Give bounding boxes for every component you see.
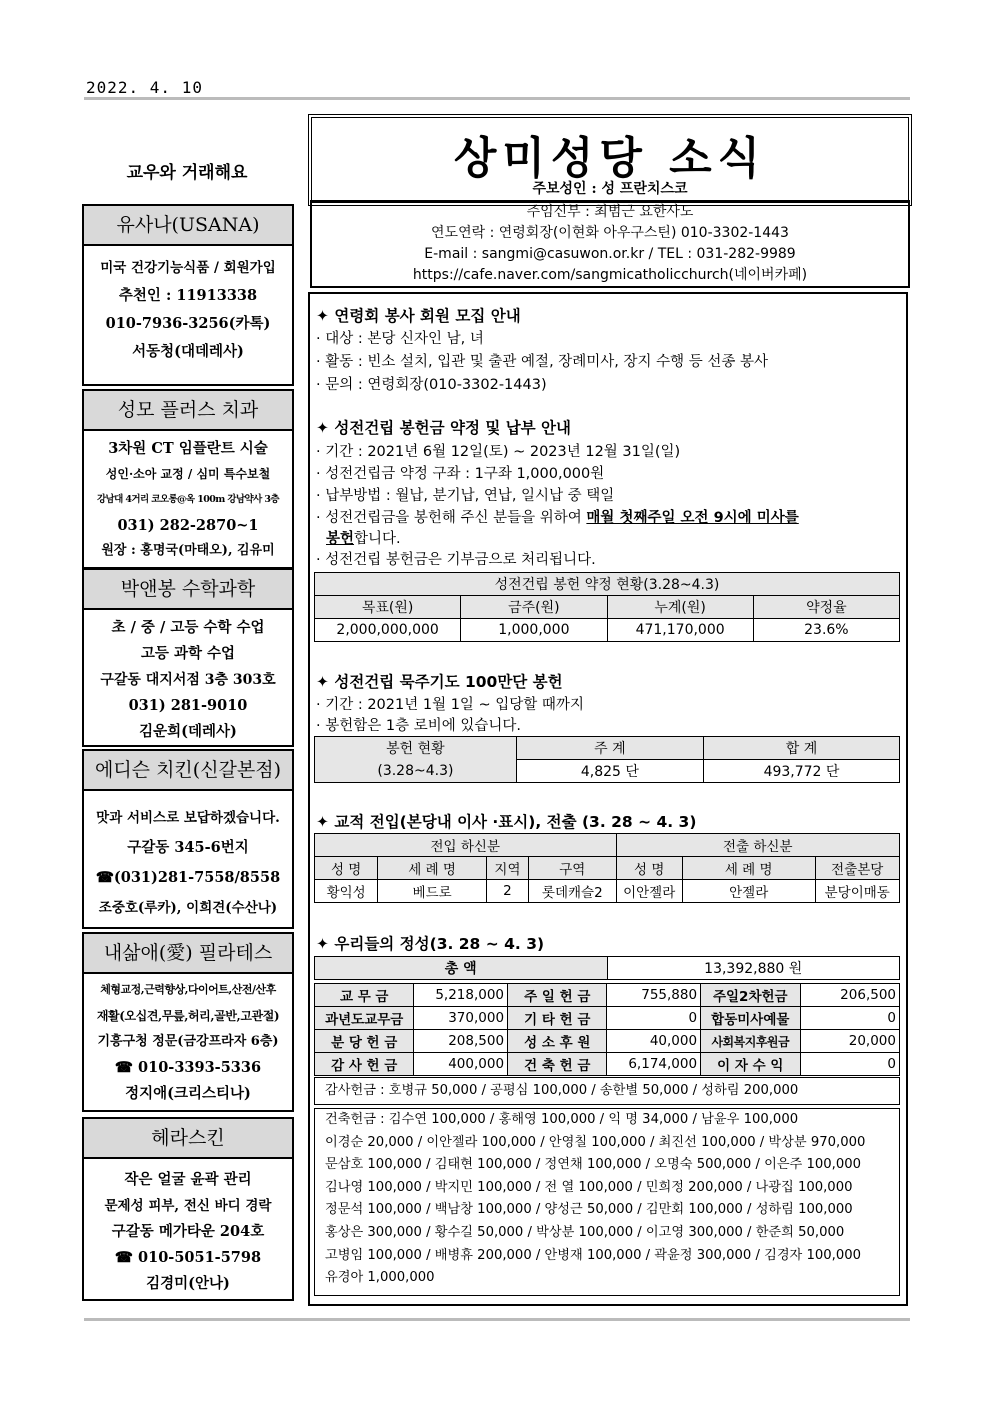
ad-math-science [82, 568, 294, 747]
page-title: 상미성당 소식 [453, 133, 767, 184]
table-header: 세 례 명 [682, 857, 815, 880]
highlight-text: 봉헌 [326, 531, 355, 547]
ad-line: 추천인 : 11913338 [118, 287, 258, 304]
offering-label: 주 일 헌 금 [508, 984, 607, 1007]
offering-label: 과년도교무금 [315, 1007, 414, 1030]
total-table [314, 956, 900, 980]
rosary-table [314, 736, 900, 783]
text-line: · 봉헌함은 1층 로비에 있습니다. [316, 718, 521, 734]
pledge-table [314, 572, 900, 642]
ad-line: 미국 건강기능식품 / 회원가입 [100, 260, 276, 276]
building-offering-line: 정문석 100,000 / 백남창 100,000 / 양성근 50,000 / 김만회 100,000 / 성하림 100,000 [325, 1202, 853, 1218]
offering-value: 400,000 [414, 1053, 508, 1076]
table-cell: 2 [486, 880, 528, 903]
offering-label: 교 무 금 [315, 984, 414, 1007]
offering-value: 5,218,000 [414, 984, 508, 1007]
offering-value: 40,000 [607, 1030, 701, 1053]
table-header: 구역 [529, 857, 616, 880]
text-line [316, 506, 799, 527]
table-cell: 베드로 [378, 880, 487, 903]
table-caption: 성전건립 봉헌 약정 현황(3.28~4.3) [315, 573, 900, 596]
section-title: ✦ 연령회 봉사 회원 모집 안내 [316, 307, 521, 325]
table-header: 합 계 [704, 737, 900, 760]
table-cell: 1,000,000 [461, 619, 607, 642]
offering-label: 분 당 헌 금 [315, 1030, 414, 1053]
contact-info [310, 200, 910, 288]
section-title: ✦ 성전건립 봉헌금 약정 및 납부 안내 [316, 419, 571, 437]
masthead [308, 114, 912, 206]
table-label: 봉헌 현황 [315, 737, 517, 760]
ad-line: ☎(031)281-7558/8558 [95, 869, 281, 886]
offering-label: 감 사 헌 금 [315, 1053, 414, 1076]
patron-saint: 주보성인 : 성 프란치스코 [532, 181, 688, 197]
offering-label: 기 타 헌 금 [508, 1007, 607, 1030]
offering-value: 20,000 [800, 1030, 900, 1053]
text-line: · 활동 : 빈소 설치, 입관 및 출관 예절, 장례미사, 장지 수행 등 선종 봉사 [316, 354, 769, 370]
table-cell: 황익성 [315, 880, 378, 903]
section-title: ✦ 성전건립 묵주기도 100만단 봉헌 [316, 673, 563, 691]
ad-line: 체형교정,근력향상,다이어트,산전/산후 [100, 983, 276, 996]
ad-title: 헤라스킨 [84, 1119, 292, 1159]
text-line: · 성전건립금 약정 구좌 : 1구좌 1,000,000원 [316, 466, 605, 482]
building-offering-line: 고병임 100,000 / 배병휴 200,000 / 안병재 100,000 / 곽윤정 300,000 / 김경자 100,000 [325, 1247, 862, 1263]
ad-line: 031) 281-9010 [128, 697, 248, 714]
ad-line: 강남대 4거리 코오롱@옥 100m 강남약사 3층 [96, 494, 280, 505]
section-title: ✦ 우리들의 정성(3. 28 ~ 4. 3) [316, 935, 545, 953]
table-header: 누계(원) [607, 596, 753, 619]
table-header: 목표(원) [315, 596, 461, 619]
section-title: ✦ 교적 전입(본당내 이사 ·표시), 전출 (3. 28 ~ 4. 3) [316, 813, 697, 831]
text-fragment: · 성전건립금을 봉헌해 주신 분들을 위하여 [316, 510, 587, 526]
building-offering-line: 이경순 20,000 / 이안젤라 100,000 / 안영칠 100,000 / 최진선 100,000 / 박상분 970,000 [325, 1134, 866, 1150]
table-cell: 2,000,000,000 [315, 619, 461, 642]
table-cell: 23.6% [753, 619, 899, 642]
ad-line: 조중호(루카), 이희견(수산나) [98, 900, 278, 916]
building-offering-box [314, 1108, 900, 1296]
ad-line: 고등 과학 수업 [140, 645, 236, 662]
ad-line: 3차원 CT 임플란트 시술 [108, 440, 268, 457]
table-cell: 4,825 단 [516, 760, 703, 783]
table-header: 세 례 명 [378, 857, 487, 880]
ad-line: 성인·소아 교정 / 심미 특수보철 [105, 466, 271, 481]
building-offering-line: 건축헌금 : 김수연 100,000 / 홍해영 100,000 / 익 명 34,000 / 남윤우 100,000 [325, 1112, 799, 1127]
table-cell: 분당이매동 [815, 880, 899, 903]
ad-line: 재활(오십견,무릎,허리,골반,고관절) [96, 1009, 280, 1023]
ad-line: ☎ 010-3393-5336 [114, 1059, 262, 1076]
ad-line: 구갈동 345-6번지 [127, 839, 249, 856]
text-line: · 기간 : 2021년 1월 1일 ~ 입당할 때까지 [316, 697, 584, 713]
email-tel: E-mail : sangmi@casuwon.or.kr / TEL : 031-282-9989 [424, 246, 796, 262]
table-cell: 롯데캐슬2 [529, 880, 616, 903]
table-cell: 이안젤라 [616, 880, 682, 903]
bottom-divider [84, 1318, 910, 1321]
left-column-title: 교우와 거래해요 [126, 163, 248, 183]
building-offering-line: 홍상은 300,000 / 황수길 50,000 / 박상분 100,000 / 이고영 300,000 / 한준희 50,000 [325, 1224, 845, 1240]
ad-chicken [82, 749, 294, 929]
ad-line: 구갈동 대지서점 3층 303호 [100, 672, 276, 688]
text-line [316, 527, 401, 548]
ad-line: 기흥구청 정문(금강프라자 6층) [97, 1034, 279, 1049]
offering-value: 370,000 [414, 1007, 508, 1030]
offering-value: 755,880 [607, 984, 701, 1007]
ad-title: 성모 플러스 치과 [84, 391, 292, 431]
table-header: 전출 하신분 [616, 834, 899, 857]
ad-dental [82, 389, 294, 569]
pastor: 주임신부 : 최범근 요한사도 [526, 204, 694, 220]
text-line: · 대상 : 본당 신자인 남, 녀 [316, 331, 484, 347]
ad-line: 원장 : 홍명국(마태오), 김유미 [101, 543, 275, 558]
thanks-offering-box [314, 1077, 900, 1105]
ad-line: 김운희(데레사) [139, 723, 237, 740]
table-header: 전입 하신분 [315, 834, 617, 857]
table-label: (3.28~4.3) [315, 760, 517, 783]
table-header: 금주(원) [461, 596, 607, 619]
offerings-table [314, 983, 900, 1076]
thanks-offering-list: 감사헌금 : 호병규 50,000 / 공평심 100,000 / 송한별 50,000 / 성하림 200,000 [325, 1083, 799, 1098]
main-content [308, 292, 908, 1306]
table-header: 약정율 [753, 596, 899, 619]
cafe-link[interactable]: https://cafe.naver.com/sangmicatholicchurch(네이버카페) [412, 267, 808, 283]
ad-line: 맛과 서비스로 보답하겠습니다. [96, 810, 280, 826]
text-line: · 납부방법 : 월납, 분기납, 연납, 일시납 중 택일 [316, 488, 615, 504]
funeral-contact: 연도연락 : 연령회장(이현화 아우구스틴) 010-3302-1443 [431, 225, 789, 241]
text-line: · 문의 : 연령회장(010-3302-1443) [316, 377, 547, 393]
ad-line: 031) 282-2870~1 [117, 516, 259, 534]
ad-title: 에디슨 치킨(신갈본점) [84, 751, 292, 791]
ad-line: 초 / 중 / 고등 수학 수업 [111, 619, 265, 636]
issue-date: 2022. 4. 10 [86, 78, 203, 97]
table-header: 주 계 [516, 737, 703, 760]
offering-value: 208,500 [414, 1030, 508, 1053]
text-fragment: 합니다. [354, 531, 401, 547]
offering-label: 성 소 후 원 [508, 1030, 607, 1053]
building-offering-line: 문삼호 100,000 / 김태현 100,000 / 정연채 100,000 / 오명숙 500,000 / 이은주 100,000 [325, 1157, 862, 1173]
building-offering-line: 유경아 1,000,000 [325, 1270, 435, 1286]
highlight-text: 매월 첫째주일 오전 9시에 미사를 [586, 510, 799, 526]
table-header: 전출본당 [815, 857, 899, 880]
table-cell: 안젤라 [682, 880, 815, 903]
text-line: · 성전건립 봉헌금은 기부금으로 처리됩니다. [316, 552, 596, 568]
table-cell: 13,392,880 원 [607, 957, 900, 980]
ad-title: 박앤봉 수학과학 [84, 570, 292, 610]
table-header: 성 명 [315, 857, 378, 880]
ad-usana [82, 204, 294, 386]
top-divider [84, 97, 910, 100]
transfer-table [314, 833, 900, 903]
ad-line: 구갈동 메가타운 204호 [111, 1223, 265, 1240]
ad-line: ☎ 010-5051-5798 [114, 1249, 262, 1266]
ad-line: 문제성 피부, 전신 바디 경락 [104, 1198, 272, 1214]
offering-value: 6,174,000 [607, 1053, 701, 1076]
ad-line: 정지애(크리스티나) [125, 1085, 251, 1102]
ad-line: 작은 얼굴 윤곽 관리 [124, 1171, 252, 1188]
offering-value: 0 [800, 1007, 900, 1030]
ad-pilates [82, 932, 294, 1112]
ad-line: 김경미(안나) [146, 1275, 230, 1292]
ad-title: 유사나(USANA) [84, 206, 292, 246]
offering-value: 0 [607, 1007, 701, 1030]
offering-value: 0 [800, 1053, 900, 1076]
offering-label: 이 자 수 익 [701, 1053, 800, 1076]
table-cell: 493,772 단 [704, 760, 900, 783]
offering-label: 사회복지후원금 [701, 1030, 800, 1053]
text-line: · 기간 : 2021년 6월 12일(토) ~ 2023년 12월 31일(일) [316, 444, 681, 460]
building-offering-line: 김나영 100,000 / 박지민 100,000 / 전 열 100,000 / 민희정 200,000 / 나광집 100,000 [325, 1179, 853, 1195]
offering-label: 건 축 헌 금 [508, 1053, 607, 1076]
table-header: 성 명 [616, 857, 682, 880]
ad-heraskin [82, 1117, 294, 1301]
offering-label: 합동미사예물 [701, 1007, 800, 1030]
ad-line: 서동청(대데레사) [132, 343, 244, 360]
ad-line: 010-7936-3256(카톡) [105, 315, 271, 332]
table-header: 지역 [486, 857, 528, 880]
offering-label: 주일2차헌금 [701, 984, 800, 1007]
offering-value: 206,500 [800, 984, 900, 1007]
ad-title: 내삶애(愛) 필라테스 [84, 934, 292, 974]
table-cell: 471,170,000 [607, 619, 753, 642]
table-label: 총 액 [315, 957, 608, 980]
